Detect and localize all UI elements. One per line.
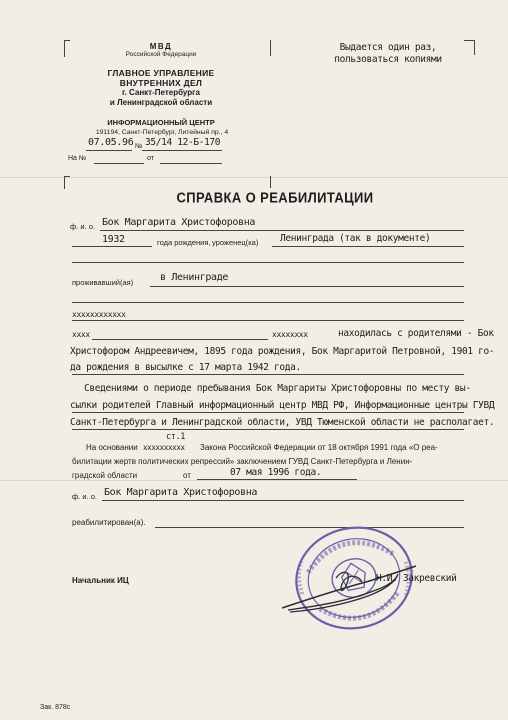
handwritten-signature bbox=[276, 560, 426, 620]
struck-field: xxxx bbox=[72, 330, 90, 339]
print-order-mark: Зак. 878с bbox=[40, 704, 71, 711]
corner-mark bbox=[270, 40, 275, 56]
law-line1-end: Закона Российской Федерации от 18 октября 1991 года «О реа- bbox=[200, 443, 438, 452]
notice-line2: пользоваться копиями bbox=[334, 54, 442, 65]
residing-value: в Ленинграде bbox=[160, 272, 229, 283]
rehab-underline bbox=[155, 527, 464, 528]
number-underline bbox=[142, 150, 222, 151]
number-label: № bbox=[135, 143, 143, 150]
department-city: г. Санкт-Петербурга bbox=[122, 88, 200, 97]
blank-line bbox=[72, 302, 464, 303]
conclusion-date: 07 мая 1996 года. bbox=[230, 467, 322, 478]
residing-label: проживавший(ая) bbox=[72, 278, 134, 287]
law-fio-underline bbox=[102, 500, 464, 501]
notice-line1: Выдается один раз, bbox=[339, 42, 437, 53]
conclusion-date-label: от bbox=[183, 471, 191, 480]
body-line-1: находилась с родителями - Бок bbox=[338, 328, 494, 339]
para-line-2: сылки родителей Главный информационный центр МВД РФ, Информационные центры ГУВД bbox=[70, 400, 495, 411]
signatory-name: Н.И. Закревский bbox=[376, 573, 457, 584]
department-line2: ВНУТРЕННИХ ДЕЛ bbox=[119, 78, 203, 88]
info-center-address: 191194, Санкт-Петербург, Литейный пр., 4 bbox=[95, 129, 229, 136]
fio-underline bbox=[100, 230, 464, 231]
fio-label: ф. и. о. bbox=[70, 222, 95, 231]
birth-label: года рождения, bbox=[157, 238, 211, 247]
federation-label: Российской Федерации bbox=[125, 51, 197, 58]
corner-mark bbox=[464, 40, 475, 55]
struck-field: xxxxxxxxxxxx bbox=[72, 310, 126, 319]
blank-line bbox=[92, 339, 268, 340]
law-fio-label: ф. и. о. bbox=[72, 492, 97, 501]
para-line-1: Сведениями о периоде пребывания Бок Маргариты Христофоровны по месту вы- bbox=[84, 383, 471, 394]
residing-underline bbox=[150, 286, 464, 287]
body-line-2: Христофором Андреевичем, 1895 года рождения, Бок Маргаритой Петровной, 1901 го- bbox=[70, 346, 495, 357]
ref-date-line bbox=[160, 163, 222, 164]
fio-value: Бок Маргарита Христофоровна bbox=[102, 217, 256, 228]
date-underline bbox=[86, 150, 132, 151]
corner-mark bbox=[64, 40, 70, 57]
issue-date: 07.05.96 bbox=[88, 137, 134, 148]
native-underline bbox=[272, 246, 464, 247]
document-title: СПРАВКА О РЕАБИЛИТАЦИИ bbox=[176, 188, 374, 207]
blank-line bbox=[72, 412, 464, 413]
blank-line bbox=[72, 429, 464, 430]
ref-number-line bbox=[94, 163, 144, 164]
body-line-3: да рождения в высылке с 17 марта 1942 года. bbox=[70, 362, 301, 373]
ref-date-label: от bbox=[147, 155, 154, 162]
conclusion-date-underline bbox=[197, 479, 357, 480]
signatory-title: Начальник ИЦ bbox=[72, 576, 129, 585]
department-region: и Ленинградской области bbox=[109, 98, 213, 107]
corner-mark bbox=[270, 176, 275, 188]
birth-year-underline bbox=[72, 246, 152, 247]
blank-line bbox=[72, 262, 464, 263]
info-center-title: ИНФОРМАЦИОННЫЙ ЦЕНТР bbox=[107, 118, 215, 127]
native-label: уроженец(ка) bbox=[212, 238, 259, 247]
rehab-label: реабилитирован(а). bbox=[72, 518, 146, 527]
paper-fold bbox=[0, 480, 508, 481]
ref-number-label: На № bbox=[68, 155, 87, 162]
para-line-3: Санкт-Петербурга и Ленинградской области, УВД Тюменской области не располагает. bbox=[70, 417, 495, 428]
law-article: ст.1 bbox=[166, 432, 186, 442]
law-struck: xxxxxxxxxx bbox=[143, 443, 185, 452]
department-line1: ГЛАВНОЕ УПРАВЛЕНИЕ bbox=[107, 68, 215, 78]
law-fio-value: Бок Маргарита Христофоровна bbox=[104, 487, 258, 498]
native-value: Ленинграда (так в документе) bbox=[280, 233, 431, 244]
struck-field: xxxxxxxx bbox=[272, 330, 308, 339]
ministry-name: МВД bbox=[149, 42, 173, 51]
blank-line bbox=[72, 374, 464, 375]
law-line2: билитации жертв политических репрессий» заключением ГУВД Санкт-Петербурга и Ленин- bbox=[72, 457, 413, 466]
blank-line bbox=[72, 320, 464, 321]
law-line1-start: На основании bbox=[86, 443, 138, 452]
corner-mark bbox=[64, 176, 70, 189]
law-line3-start: градской области bbox=[72, 471, 138, 480]
birth-year: 1932 bbox=[102, 234, 125, 245]
paper-fold bbox=[0, 177, 508, 178]
issue-number: 35/14 12-Б-170 bbox=[145, 137, 221, 148]
